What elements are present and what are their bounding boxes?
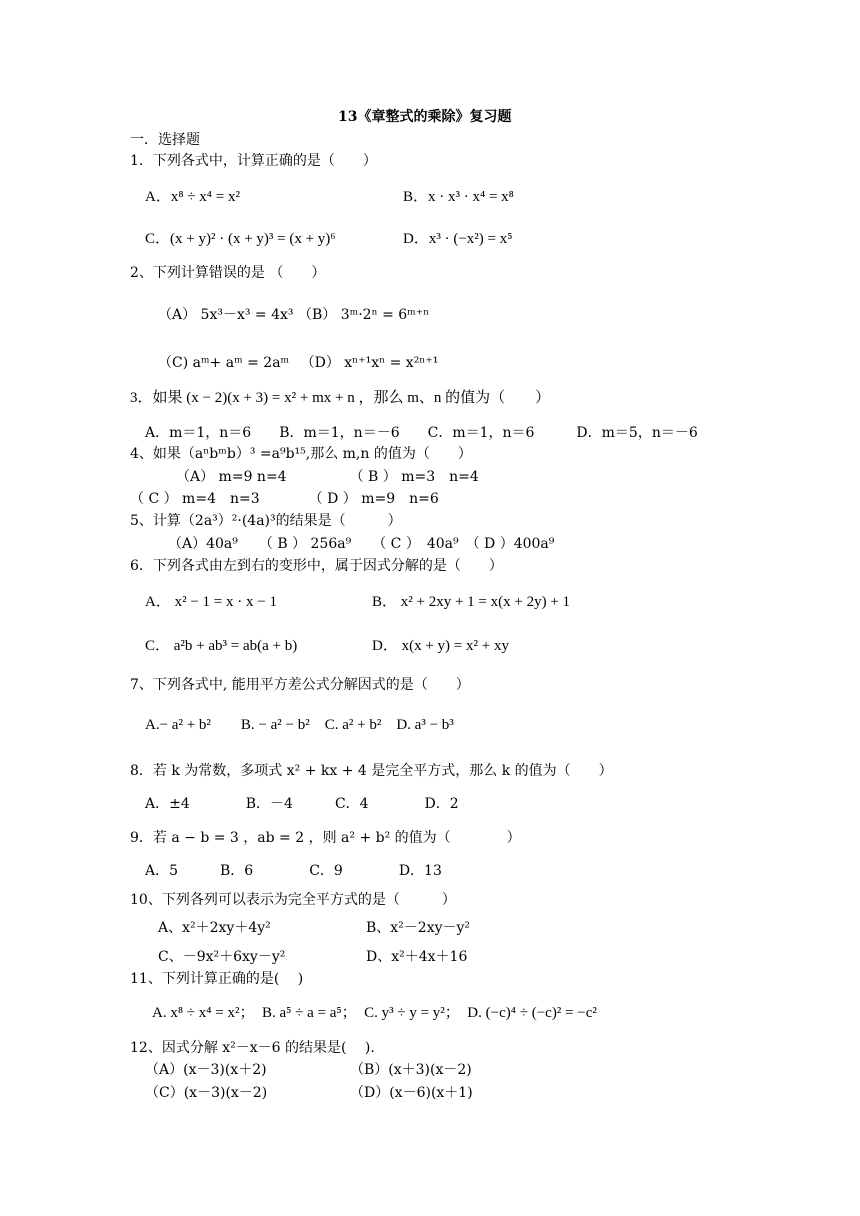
q4-options-cd: （ C ） m=4 n=3 （ D ） m=9 n=6 xyxy=(130,491,439,507)
q6-option-d: D． x(x + y) = x² + xy xyxy=(372,638,509,654)
q1-stem: 1．下列各式中，计算正确的是（ ） xyxy=(130,153,377,169)
q7-options: A.− a² + b² B. − a² − b² C. a² + b² D. a³ − b³ xyxy=(145,717,454,733)
q1-option-a: A．x⁸ ÷ x⁴ = x² xyxy=(145,189,240,205)
q1-option-b: B．x · x³ · x⁴ = x⁸ xyxy=(403,189,514,205)
q6-option-a: A． x² − 1 = x · x − 1 xyxy=(145,594,277,610)
q12-option-b: （B）(x＋3)(x－2) xyxy=(350,1062,472,1078)
q8-stem: 8．若 k 为常数，多项式 x² + kx + 4 是完全平方式，那么 k 的值为（ ） xyxy=(130,763,613,779)
q6-option-b: B． x² + 2xy + 1 = x(x + 2y) + 1 xyxy=(372,594,571,610)
q7-stem: 7、下列各式中, 能用平方差公式分解因式的是（ ） xyxy=(130,677,470,693)
q4-options-ab: （A） m=9 n=4 （ B ） m=3 n=4 xyxy=(176,469,479,485)
q6-option-c: C． a²b + ab³ = ab(a + b) xyxy=(145,638,298,654)
q3-stem: 3．如果 (x − 2)(x + 3) = x² + mx + n ，那么 m、n 的值为（ ） xyxy=(130,390,551,406)
q8-options: A．±4 B．－4 C．4 D．2 xyxy=(145,796,459,812)
q10-option-d: D、x²＋4x＋16 xyxy=(366,949,468,965)
q4-stem: 4、如果（aⁿbᵐb）³ =a⁹b¹⁵,那么 m,n 的值为（ ） xyxy=(130,446,472,462)
q12-stem: 12、因式分解 x²－x－6 的结果是( ). xyxy=(130,1040,375,1056)
q12-option-a: （A）(x－3)(x＋2) xyxy=(145,1062,267,1078)
q12-option-d: （D）(x－6)(x＋1) xyxy=(350,1085,473,1101)
q11-options: A. x⁸ ÷ x⁴ = x²； B. a⁵ ÷ a = a⁵； C. y³ ÷ y = y²； D. (−c)⁴ ÷ (−c)² = −c² xyxy=(152,1005,597,1021)
q10-option-b: B、x²－2xy－y² xyxy=(366,920,471,936)
section-heading: 一．选择题 xyxy=(130,132,200,148)
q1-option-c: C．(x + y)² · (x + y)³ = (x + y)⁶ xyxy=(145,231,336,247)
q9-stem: 9．若 a − b = 3 ，ab = 2 ，则 a² + b² 的值为（ ） xyxy=(130,830,521,846)
page-title: 13《章整式的乘除》复习题 xyxy=(338,109,512,125)
q12-option-c: （C）(x－3)(x－2) xyxy=(145,1085,268,1101)
q10-option-c: C、－9x²＋6xy－y² xyxy=(158,949,286,965)
q5-stem: 5、计算（2a³）²·(4a)³的结果是（ ） xyxy=(130,513,402,529)
q3-options: A．m＝1，n＝6 B．m＝1，n＝－6 C．m＝1，n＝6 D．m＝5，n＝－6 xyxy=(145,425,698,441)
q2-options-cd: （C) aᵐ+ aᵐ = 2aᵐ （D） xⁿ⁺¹xⁿ = x²ⁿ⁺¹ xyxy=(158,355,439,371)
q10-stem: 10、下列各列可以表示为完全平方式的是（ ） xyxy=(130,892,456,908)
q1-option-d: D．x³ · (−x²) = x⁵ xyxy=(403,231,513,247)
q2-options-ab: （A） 5x³－x³ = 4x³ （B） 3ᵐ·2ⁿ = 6ᵐ⁺ⁿ xyxy=(158,307,430,323)
q2-stem: 2、下列计算错误的是 （ ） xyxy=(130,265,326,281)
q9-options: A．5 B．6 C．9 D．13 xyxy=(145,863,442,879)
q6-stem: 6．下列各式由左到右的变形中，属于因式分解的是（ ） xyxy=(130,558,503,574)
q5-options: （A）40a⁹ （ B ） 256a⁹ （ C ） 40a⁹ （ D ）400a⁹ xyxy=(168,536,555,552)
q10-option-a: A、x²＋2xy＋4y² xyxy=(158,920,271,936)
q11-stem: 11、下列计算正确的是( ) xyxy=(130,971,304,987)
